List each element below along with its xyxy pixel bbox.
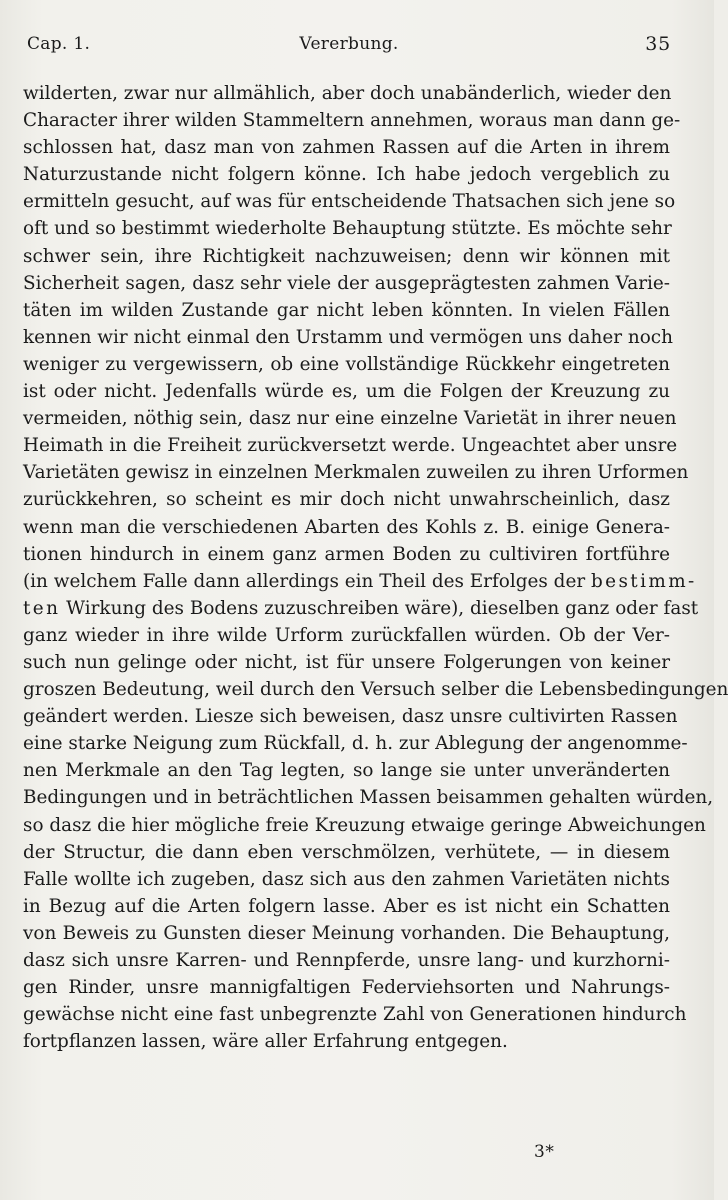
text-run: Wirkung des Bodens zuzuschreiben wäre), dieselben ganz oder fast <box>60 597 699 619</box>
text-line: zurückkehren, so scheint es mir doch nicht unwahrscheinlich, dasz <box>23 489 670 511</box>
text-line: Sicherheit sagen, dasz sehr viele der ausgeprägtesten zahmen Varie- <box>23 272 670 294</box>
text-line: so dasz die hier mögliche freie Kreuzung etwaige geringe Abweichungen <box>23 814 706 836</box>
text-line: wilderten, zwar nur allmählich, aber doch unabänderlich, wieder den <box>23 83 672 104</box>
text-line: geändert werden. Liesze sich beweisen, dasz unsre cultivirten Rassen <box>23 706 678 728</box>
text-line: Bedingungen und in beträchtlichen Massen beisammen gehalten würden, <box>23 787 714 809</box>
text-line: ganz wieder in ihre wilde Urform zurückfallen würden. Ob der Ver- <box>23 624 670 646</box>
text-line: tionen hindurch in einem ganz armen Boden zu cultiviren fortführe <box>23 543 670 565</box>
text-line: Heimath in die Freiheit zurückversetzt werde. Ungeachtet aber unsre <box>23 435 678 457</box>
text-line: wenn man die verschiedenen Abarten des Kohls z. B. einige Genera- <box>23 516 670 538</box>
text-line: täten im wilden Zustande gar nicht leben könnten. In vielen Fällen <box>23 299 670 321</box>
text-line: ermitteln gesucht, auf was für entscheidende Thatsachen sich jene so <box>23 191 676 213</box>
text-line: nen Merkmale an den Tag legten, so lange sie unter unveränderten <box>23 760 670 782</box>
emphasis-spaced: ten <box>23 597 61 619</box>
text-line: schwer sein, ihre Richtigkeit nachzuweisen; denn wir können mit <box>23 245 670 267</box>
text-line: kennen wir nicht einmal den Urstamm und vermögen uns daher noch <box>23 326 673 348</box>
text-line: Naturzustande nicht folgern könne. Ich habe jedoch vergeblich zu <box>23 164 670 186</box>
text-line: von Beweis zu Gunsten dieser Meinung vorhanden. Die Behauptung, <box>23 922 670 944</box>
running-header <box>27 33 671 59</box>
text-line: vermeiden, nöthig sein, dasz nur eine einzelne Varietät in ihrer neuen <box>23 408 677 430</box>
chapter-label: Cap. 1. <box>27 34 91 54</box>
emphasis-spaced: bestimm- <box>590 570 697 592</box>
text-line: in Bezug auf die Arten folgern lasse. Aber es ist nicht ein Schatten <box>23 895 670 917</box>
text-line: Character ihrer wilden Stammeltern annehmen, woraus man dann ge- <box>23 110 681 132</box>
text-line: gewächse nicht eine fast unbegrenzte Zahl von Generationen hindurch <box>23 1004 687 1026</box>
text-line-spaced <box>23 595 699 622</box>
page-number: 35 <box>645 33 671 55</box>
text-line: oft und so bestimmt wiederholte Behauptung stützte. Es möchte sehr <box>23 218 672 240</box>
text-line: weniger zu vergewissern, ob eine vollständige Rückkehr eingetreten <box>23 353 670 375</box>
text-line: dasz sich unsre Karren- und Rennpferde, unsre lang- und kurzhorni- <box>23 950 670 971</box>
text-line-last: fortpflanzen lassen, wäre aller Erfahrung entgegen. <box>23 1031 508 1053</box>
text-line: Varietäten gewisz in einzelnen Merkmalen zuweilen zu ihren Urformen <box>23 462 689 484</box>
text-line: gen Rinder, unsre mannigfaltigen Federviehsorten und Nahrungs- <box>23 977 670 999</box>
text-line-spaced <box>23 568 697 595</box>
text-line: groszen Bedeutung, weil durch den Versuch selber die Lebensbedingungen <box>23 679 728 701</box>
text-run: (in welchem Falle dann allerdings ein Theil des Erfolges der <box>23 570 591 592</box>
text-line: such nun gelinge oder nicht, ist für unsere Folgerungen von keiner <box>23 651 670 673</box>
text-line: eine starke Neigung zum Rückfall, d. h. zur Ablegung der angenomme- <box>23 733 688 755</box>
text-line: der Structur, die dann eben verschmölzen, verhütete, — in diesem <box>23 841 670 863</box>
running-title: Vererbung. <box>299 34 399 54</box>
text-line: schlossen hat, dasz man von zahmen Rassen auf die Arten in ihrem <box>23 137 670 159</box>
body-text <box>23 80 728 1055</box>
text-line: ist oder nicht. Jedenfalls würde es, um die Folgen der Kreuzung zu <box>23 381 670 403</box>
signature-mark: 3* <box>534 1142 555 1162</box>
text-line: Falle wollte ich zugeben, dasz sich aus den zahmen Varietäten nichts <box>23 868 670 890</box>
